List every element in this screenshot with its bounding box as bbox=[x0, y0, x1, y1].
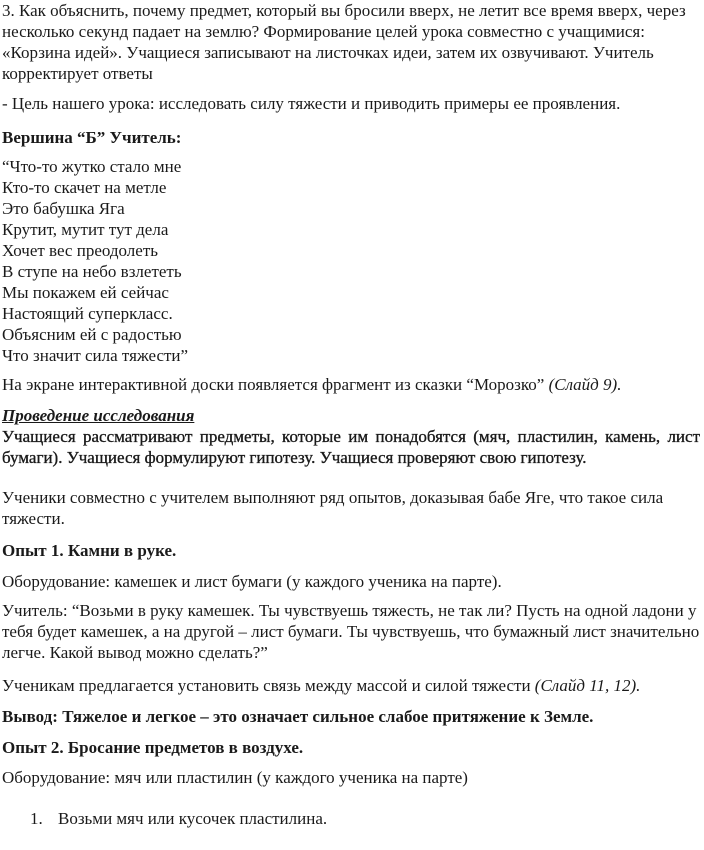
research-text: Учащиеся рассматривают предметы, которые им понадобятся (мяч, пластилин, камень, лист бумаги). Учащиеся формулируют гипотезу. Учащиеся проверяют свою гипотезу. bbox=[2, 427, 700, 467]
experiment-1-equipment: Оборудование: камешек и лист бумаги (у каждого ученика на парте). bbox=[2, 572, 502, 591]
experiment-2-equipment: Оборудование: мяч или пластилин (у каждого ученика на парте) bbox=[2, 768, 468, 787]
poem-line: Мы покажем ей сейчас bbox=[2, 283, 169, 302]
slide-reference: (Слайд 9). bbox=[548, 375, 622, 394]
experiment-1-task-text: Ученикам предлагается установить связь между массой и силой тяжести bbox=[2, 676, 531, 695]
screen-text: На экране интерактивной доски появляется фрагмент из сказки “Морозко” bbox=[2, 375, 545, 394]
conclusion: Вывод: Тяжелое и легкое – это означает сильное слабое притяжение к Земле. bbox=[2, 707, 594, 726]
poem-line: В ступе на небо взлететь bbox=[2, 262, 182, 281]
poem-line: Что значит сила тяжести” bbox=[2, 346, 189, 365]
poem-line: “Что-то жутко стало мне bbox=[2, 157, 182, 176]
list-item bbox=[2, 808, 700, 829]
poem-line: Крутит, мутит тут дела bbox=[2, 220, 169, 239]
slide-reference: (Слайд 11, 12). bbox=[534, 676, 641, 695]
poem-line: Объясним ей с радостью bbox=[2, 325, 182, 344]
intro-paragraph: 3. Как объяснить, почему предмет, который вы бросили вверх, не летит все время вверх, через несколько секунд падает на землю? Формирование целей урока совместно с учащимися: «Корзина идей». Учащиеся записывают на листочках идеи, затем их озвучивают. Учитель корректирует ответы bbox=[2, 1, 686, 83]
experiment-1-heading: Опыт 1. Камни в руке. bbox=[2, 541, 177, 560]
poem-line: Кто-то скачет на метле bbox=[2, 178, 167, 197]
experiments-intro: Ученики совместно с учителем выполняют ряд опытов, доказывая бабе Яге, что такое сила тяжести. bbox=[2, 488, 664, 528]
list-item-text: Возьми мяч или кусочек пластилина. bbox=[58, 809, 328, 828]
poem-line: Хочет вес преодолеть bbox=[2, 241, 159, 260]
poem-line: Настоящий суперкласс. bbox=[2, 304, 173, 323]
experiment-1-task bbox=[2, 675, 700, 696]
poem bbox=[2, 156, 700, 366]
research-heading: Проведение исследования bbox=[2, 406, 195, 425]
teacher-heading: Вершина “Б” Учитель: bbox=[2, 128, 182, 147]
screen-paragraph bbox=[2, 374, 700, 395]
list-item-number: 1. bbox=[30, 809, 43, 828]
poem-line: Это бабушка Яга bbox=[2, 199, 125, 218]
experiment-2-heading: Опыт 2. Бросание предметов в воздухе. bbox=[2, 738, 304, 757]
lesson-goal: - Цель нашего урока: исследовать силу тяжести и приводить примеры ее проявления. bbox=[2, 94, 621, 113]
experiment-1-teacher: Учитель: “Возьми в руку камешек. Ты чувствуешь тяжесть, не так ли? Пусть на одной ладони у тебя будет камешек, а на другой – лист бумаги. Ты чувствуешь, что бумажный лист значительно легче. Какой вывод можно сделать?” bbox=[2, 601, 700, 662]
